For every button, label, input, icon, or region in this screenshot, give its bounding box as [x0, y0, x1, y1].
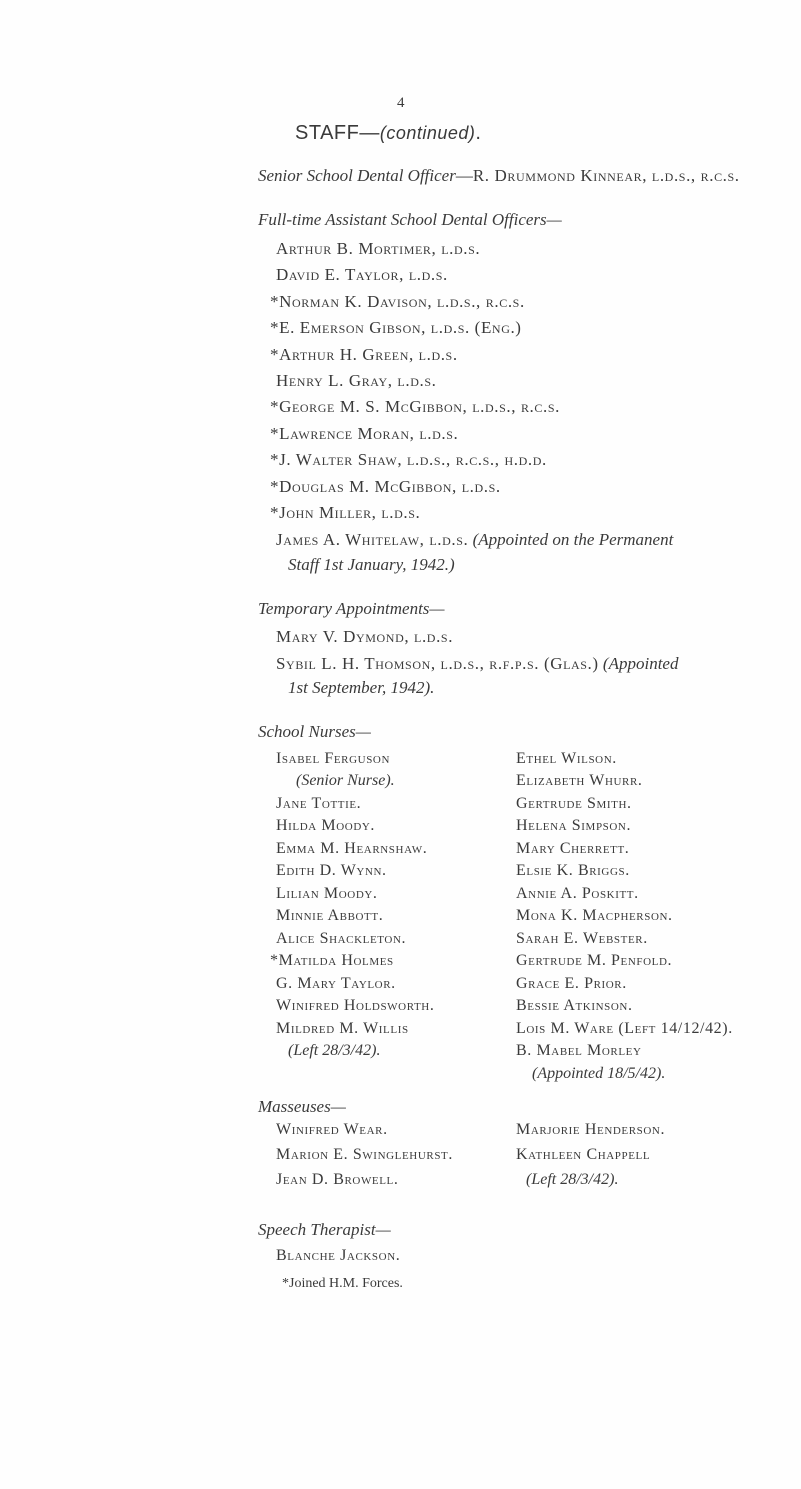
title-main: STAFF—	[295, 122, 380, 144]
nurse-right: (Appointed 18/5/42).	[532, 1065, 666, 1082]
temporary-note-cont: 1st September, 1942).	[288, 678, 435, 697]
fulltime-officer: *Douglas M. McGibbon, l.d.s.	[270, 477, 501, 496]
page-number: 4	[397, 95, 405, 111]
nurse-left: Hilda Moody.	[276, 817, 376, 834]
fulltime-officer: *Norman K. Davison, l.d.s., r.c.s.	[270, 292, 525, 311]
temporary-heading: Temporary Appointments—	[258, 599, 445, 618]
temporary-appointee: Mary V. Dymond, l.d.s.	[276, 627, 454, 646]
senior-officer-dash: —	[455, 166, 473, 185]
masseuse-right: Kathleen Chappell	[516, 1146, 651, 1163]
masseuse-right: (Left 28/3/42).	[526, 1171, 619, 1188]
nurse-right: Gertrude Smith.	[516, 795, 632, 812]
temporary-appointee	[276, 654, 678, 674]
title-end: .	[475, 122, 482, 144]
masseuse-right: Marjorie Henderson.	[516, 1121, 666, 1138]
nurse-right: Elsie K. Briggs.	[516, 862, 630, 879]
nurse-left: Alice Shackleton.	[276, 930, 407, 947]
nurse-right: B. Mabel Morley	[516, 1042, 642, 1059]
nurse-left: *Matilda Holmes	[270, 952, 394, 969]
masseuse-left: Jean D. Browell.	[276, 1171, 399, 1188]
nurse-left: Isabel Ferguson	[276, 750, 391, 767]
temporary-name-2: Sybil L. H. Thomson, l.d.s., r.f.p.s. (Glas.)	[276, 654, 599, 673]
nurse-left: (Left 28/3/42).	[288, 1042, 381, 1059]
nurse-left: Minnie Abbott.	[276, 907, 384, 924]
nurse-right: Mona K. Macpherson.	[516, 907, 673, 924]
nurse-right: Lois M. Ware (Left 14/12/42).	[516, 1020, 733, 1037]
fulltime-last-note: (Appointed on the Permanent	[472, 530, 674, 549]
masseuse-left: Winifred Wear.	[276, 1121, 388, 1138]
speech-heading: Speech Therapist—	[258, 1220, 391, 1239]
fulltime-last-name: James A. Whitelaw, l.d.s.	[276, 530, 469, 549]
nurse-right: Annie A. Poskitt.	[516, 885, 639, 902]
nurse-right: Sarah E. Webster.	[516, 930, 648, 947]
speech-therapist-name: Blanche Jackson.	[276, 1247, 401, 1264]
fulltime-heading: Full-time Assistant School Dental Officers—	[258, 210, 562, 229]
page-title	[295, 122, 481, 145]
fulltime-last-note-cont: Staff 1st January, 1942.)	[288, 555, 455, 574]
fulltime-officer: David E. Taylor, l.d.s.	[276, 265, 448, 284]
nurse-left: Jane Tottie.	[276, 795, 362, 812]
fulltime-officer: Henry L. Gray, l.d.s.	[276, 371, 437, 390]
title-continued: (continued)	[379, 123, 476, 143]
fulltime-officer: *George M. S. McGibbon, l.d.s., r.c.s.	[270, 397, 560, 416]
nurse-left: Lilian Moody.	[276, 885, 378, 902]
nurse-left: Mildred M. Willis	[276, 1020, 409, 1037]
nurse-left: (Senior Nurse).	[296, 772, 395, 789]
masseuse-left: Marion E. Swinglehurst.	[276, 1146, 453, 1163]
fulltime-officer: *John Miller, l.d.s.	[270, 503, 421, 522]
nurse-right: Mary Cherrett.	[516, 840, 630, 857]
masseuses-heading: Masseuses—	[258, 1097, 346, 1116]
nurse-right: Ethel Wilson.	[516, 750, 617, 767]
senior-officer-line	[258, 166, 740, 186]
senior-officer-name: R. Drummond Kinnear, l.d.s., r.c.s.	[472, 166, 740, 185]
temporary-note: (Appointed	[602, 654, 679, 673]
fulltime-officer: *Lawrence Moran, l.d.s.	[270, 424, 459, 443]
fulltime-officer-last	[276, 530, 673, 550]
nurse-left: Winifred Holdsworth.	[276, 997, 435, 1014]
nurse-right: Bessie Atkinson.	[516, 997, 633, 1014]
nurse-right: Helena Simpson.	[516, 817, 632, 834]
nurse-right: Grace E. Prior.	[516, 975, 627, 992]
nurse-right: Gertrude M. Penfold.	[516, 952, 673, 969]
nurse-left: G. Mary Taylor.	[276, 975, 396, 992]
footnote: *Joined H.M. Forces.	[282, 1276, 403, 1291]
nurses-heading: School Nurses—	[258, 722, 371, 741]
fulltime-officer: *Arthur H. Green, l.d.s.	[270, 345, 458, 364]
fulltime-officer: Arthur B. Mortimer, l.d.s.	[276, 239, 481, 258]
fulltime-officer: *E. Emerson Gibson, l.d.s. (Eng.)	[270, 318, 522, 337]
nurse-left: Emma M. Hearnshaw.	[276, 840, 428, 857]
nurse-left: Edith D. Wynn.	[276, 862, 387, 879]
fulltime-officer: *J. Walter Shaw, l.d.s., r.c.s., h.d.d.	[270, 450, 547, 469]
senior-officer-label: Senior School Dental Officer	[258, 166, 456, 185]
nurse-right: Elizabeth Whurr.	[516, 772, 643, 789]
